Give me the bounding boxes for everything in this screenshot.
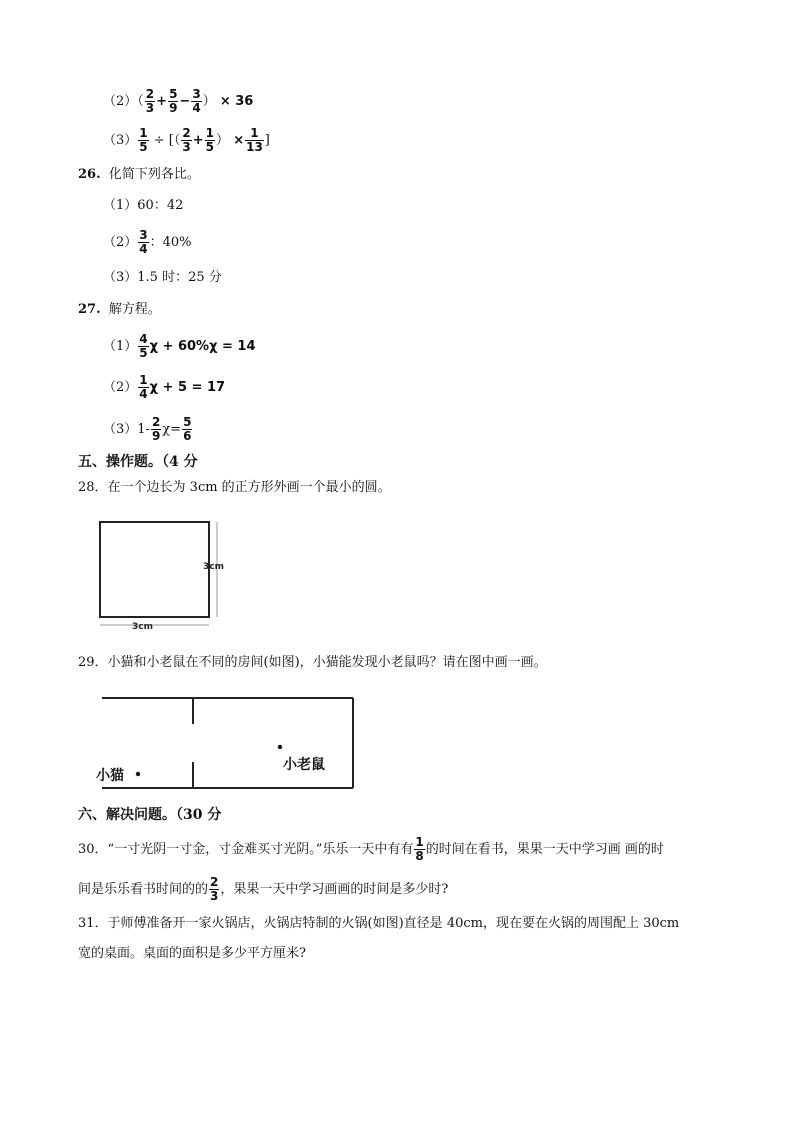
q27-heading bbox=[78, 301, 161, 319]
q30-text-start: 间是乐乐看书时间的的 bbox=[78, 882, 209, 897]
fraction: $\frac{1}{8}$ bbox=[415, 835, 424, 863]
q30-text-start: 30．“一寸光阴一寸金，寸金难买寸光阴。”乐乐一天中有有 bbox=[78, 842, 414, 857]
square-shape bbox=[100, 522, 209, 617]
question-title: 化简下列各比。 bbox=[108, 167, 200, 182]
fraction: $\frac{2}{3}$ bbox=[182, 126, 191, 154]
mouse-dot bbox=[278, 745, 282, 749]
q25-part3-label: （3） bbox=[103, 133, 138, 148]
fraction: $\frac{5}{9}$ bbox=[169, 87, 178, 115]
fraction: $\frac{1}{13}$ bbox=[246, 126, 263, 154]
q31-line2: 宽的桌面。桌面的面积是多少平方厘米? bbox=[78, 946, 306, 961]
equation-tail: χ + 5 = 17 bbox=[149, 380, 226, 395]
fraction: $\frac{2}{9}$ bbox=[151, 415, 161, 443]
q27-part3 bbox=[103, 416, 193, 443]
fraction: $\frac{2}{3}$ bbox=[145, 87, 155, 115]
q29-text: 29．小猫和小老鼠在不同的房间(如图)，小猫能发现小老鼠吗？请在图中画一画。 bbox=[78, 655, 547, 670]
q25-part3 bbox=[103, 127, 270, 154]
question-number: 26. bbox=[78, 167, 101, 182]
cat-dot bbox=[136, 772, 140, 776]
fraction: $\frac{1}{5}$ bbox=[139, 126, 148, 154]
fraction: $\frac{3}{4}$ bbox=[192, 87, 201, 115]
side-length-label: 3cm bbox=[203, 562, 224, 572]
question-number: 27. bbox=[78, 302, 101, 317]
q26-part2 bbox=[103, 229, 192, 256]
part-label: （2） bbox=[103, 380, 138, 395]
bracket: ] bbox=[264, 133, 270, 148]
q26-part3: （3）1.5 时：25 分 bbox=[103, 270, 222, 285]
expression-tail: × 36 bbox=[219, 94, 254, 109]
q28-text: 28．在一个边长为 3cm 的正方形外画一个最小的圆。 bbox=[78, 480, 391, 495]
section-5-title: 五、操作题。（4 分 bbox=[78, 454, 198, 470]
fraction: $\frac{5}{6}$ bbox=[183, 415, 192, 443]
q26-part1: （1）60：42 bbox=[103, 198, 184, 213]
rooms-figure bbox=[90, 692, 358, 796]
operator: + bbox=[192, 133, 204, 148]
part-label: （1） bbox=[103, 339, 138, 354]
mouse-label: 小老鼠 bbox=[283, 757, 325, 773]
paren: ） bbox=[202, 94, 216, 109]
paren: ） bbox=[216, 133, 230, 148]
fraction: $\frac{1}{4}$ bbox=[139, 373, 148, 401]
section-6-title: 六、解决问题。（30 分 bbox=[78, 807, 222, 823]
fraction: $\frac{4}{5}$ bbox=[139, 332, 148, 360]
fraction: $\frac{2}{3}$ bbox=[210, 875, 219, 903]
operator: − bbox=[179, 94, 191, 109]
question-title: 解方程。 bbox=[108, 302, 161, 317]
part-label: （3）1- bbox=[103, 422, 150, 437]
q30-line2 bbox=[78, 876, 448, 903]
fraction: $\frac{1}{5}$ bbox=[205, 126, 215, 154]
q30-text-end: ，果果一天中学习画画的时间是多少时? bbox=[220, 882, 449, 897]
q31-line1: 31．于师傅准备开一家火锅店，火锅店特制的火锅(如图)直径是 40cm，现在要在火锅的周围配上 30cm bbox=[78, 916, 680, 931]
operator: ÷ [ bbox=[153, 133, 174, 148]
operator: × bbox=[233, 133, 245, 148]
square-figure bbox=[90, 515, 230, 637]
paren: （ bbox=[173, 133, 181, 148]
ratio-tail: ：40% bbox=[149, 235, 192, 250]
q26-heading bbox=[78, 166, 200, 184]
operator: + bbox=[156, 94, 168, 109]
bottom-length-label: 3cm bbox=[132, 622, 153, 632]
q30-line1 bbox=[78, 836, 664, 863]
q25-part2 bbox=[103, 88, 253, 115]
q30-text-end: 的时间在看书，果果一天中学习画 画的时 bbox=[425, 842, 664, 857]
fraction: $\frac{3}{4}$ bbox=[139, 228, 148, 256]
q25-part2-label: （2） bbox=[103, 94, 138, 109]
part-label: （2） bbox=[103, 235, 138, 250]
q27-part1 bbox=[103, 333, 256, 360]
cat-label: 小猫 bbox=[96, 768, 124, 784]
q27-part2 bbox=[103, 374, 225, 401]
equation-mid: χ= bbox=[162, 422, 182, 437]
equation-tail: χ + 60%χ = 14 bbox=[149, 339, 256, 354]
paren: （ bbox=[137, 94, 144, 109]
